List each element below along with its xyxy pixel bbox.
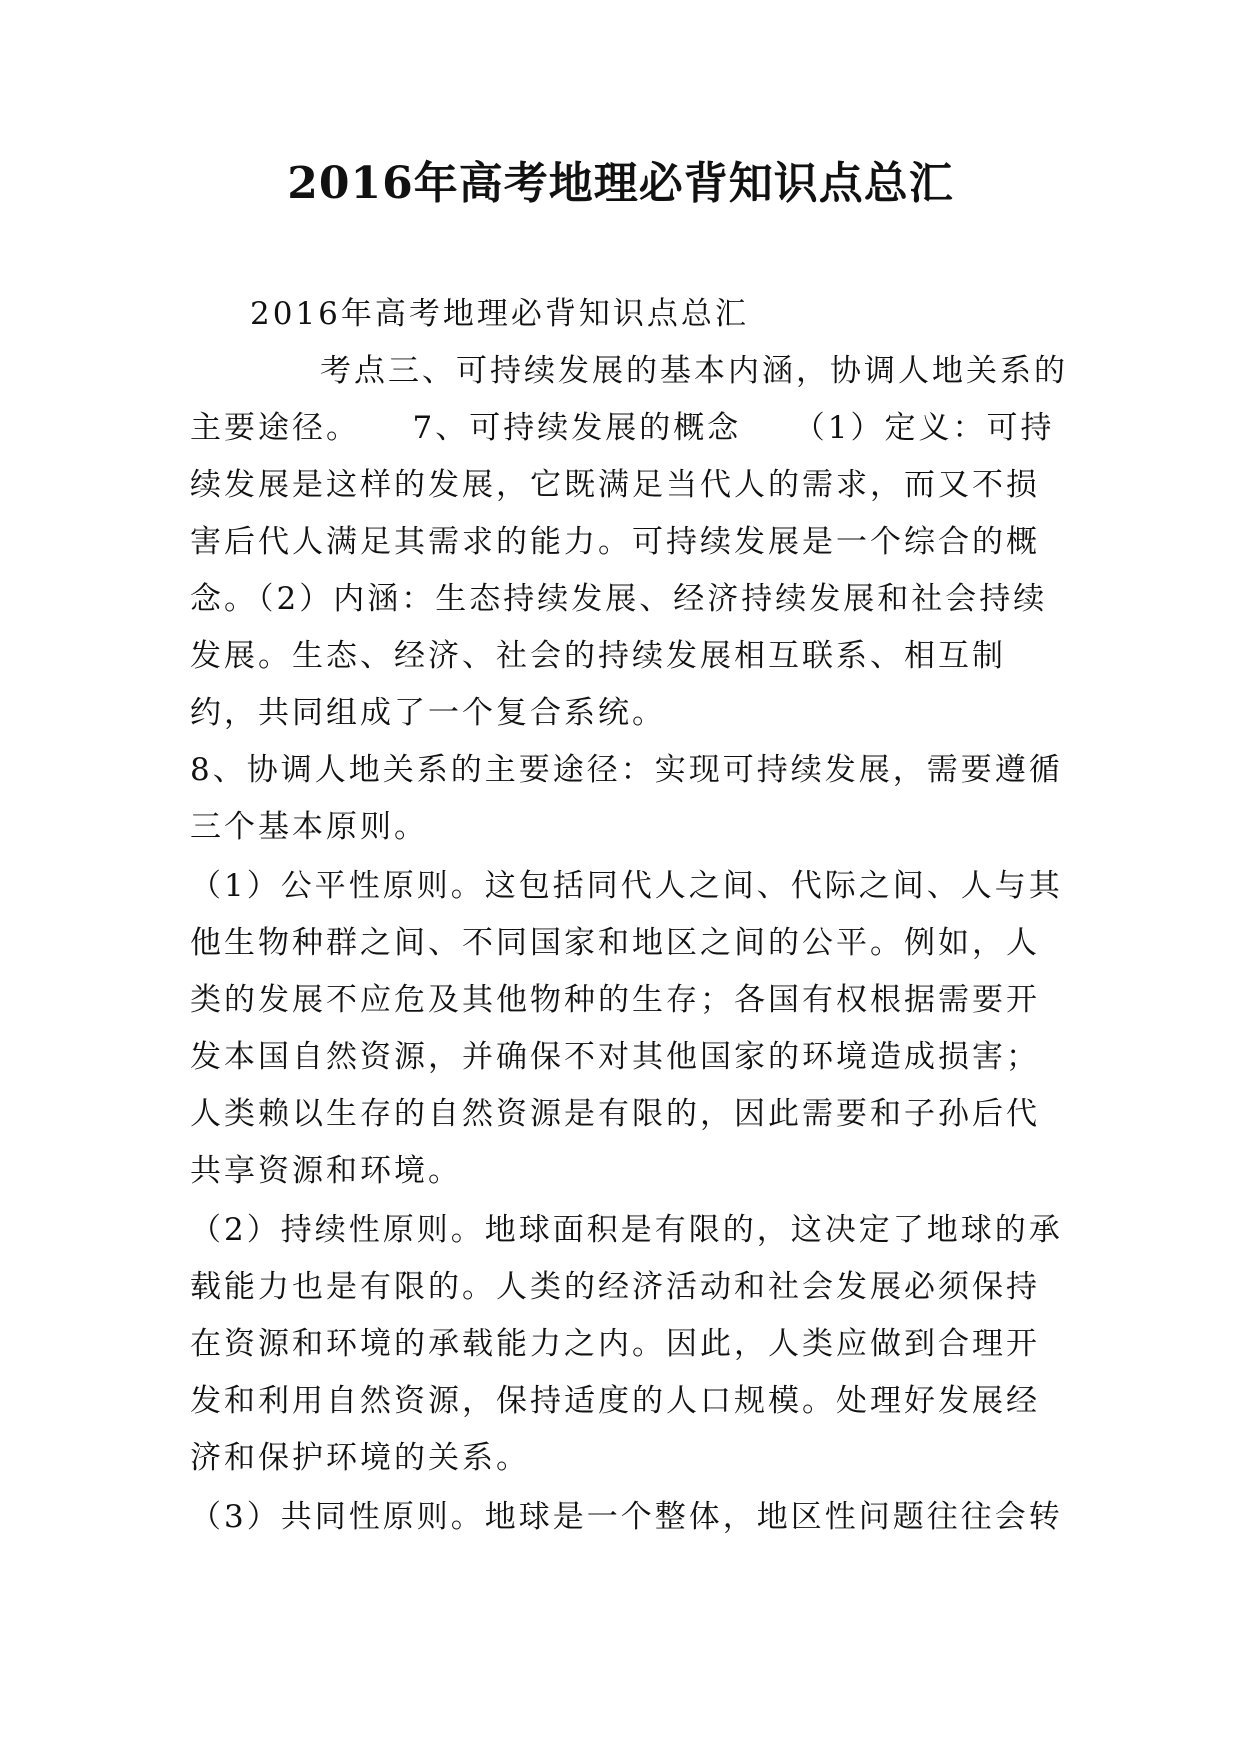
human-land-relationship-paragraph: 8、协调人地关系的主要途径：实现可持续发展，需要遵循三个基本原则。	[190, 752, 1063, 845]
sustainable-development-paragraph: 考点三、可持续发展的基本内涵，协调人地关系的主要途径。 7、可持续发展的概念 （1）定义：可持续发展是这样的发展，它既满足当代人的需求，而又不损害后代人满足其需求的能力。可持续发展是一个综合的概念。（2）内涵：生态持续发展、经济持续发展和社会持续发展。生态、经济、社会的持续发展相互联系、相互制约，共同组成了一个复合系统。	[190, 353, 1068, 731]
fairness-principle-paragraph: （1）公平性原则。这包括同代人之间、代际之间、人与其他生物种群之间、不同国家和地区之间的公平。例如，人类的发展不应危及其他物种的生存；各国有权根据需要开发本国自然资源，并确保不对其他国家的环境造成损害；人类赖以生存的自然资源是有限的，因此需要和子孙后代共享资源和环境。	[190, 868, 1063, 1189]
sustainability-principle-paragraph: （2）持续性原则。地球面积是有限的，这决定了地球的承载能力也是有限的。人类的经济活动和社会发展必须保持在资源和环境的承载能力之内。因此，人类应做到合理开发和利用自然资源，保持适度的人口规模。处理好发展经济和保护环境的关系。	[190, 1212, 1063, 1476]
document-body	[190, 286, 1070, 1546]
document-title: 2016年高考地理必背知识点总汇	[287, 158, 954, 209]
subtitle-paragraph: 2016年高考地理必背知识点总汇	[250, 296, 749, 332]
commonality-principle-paragraph: （3）共同性原则。地球是一个整体，地区性问题往往会转	[190, 1499, 1063, 1535]
